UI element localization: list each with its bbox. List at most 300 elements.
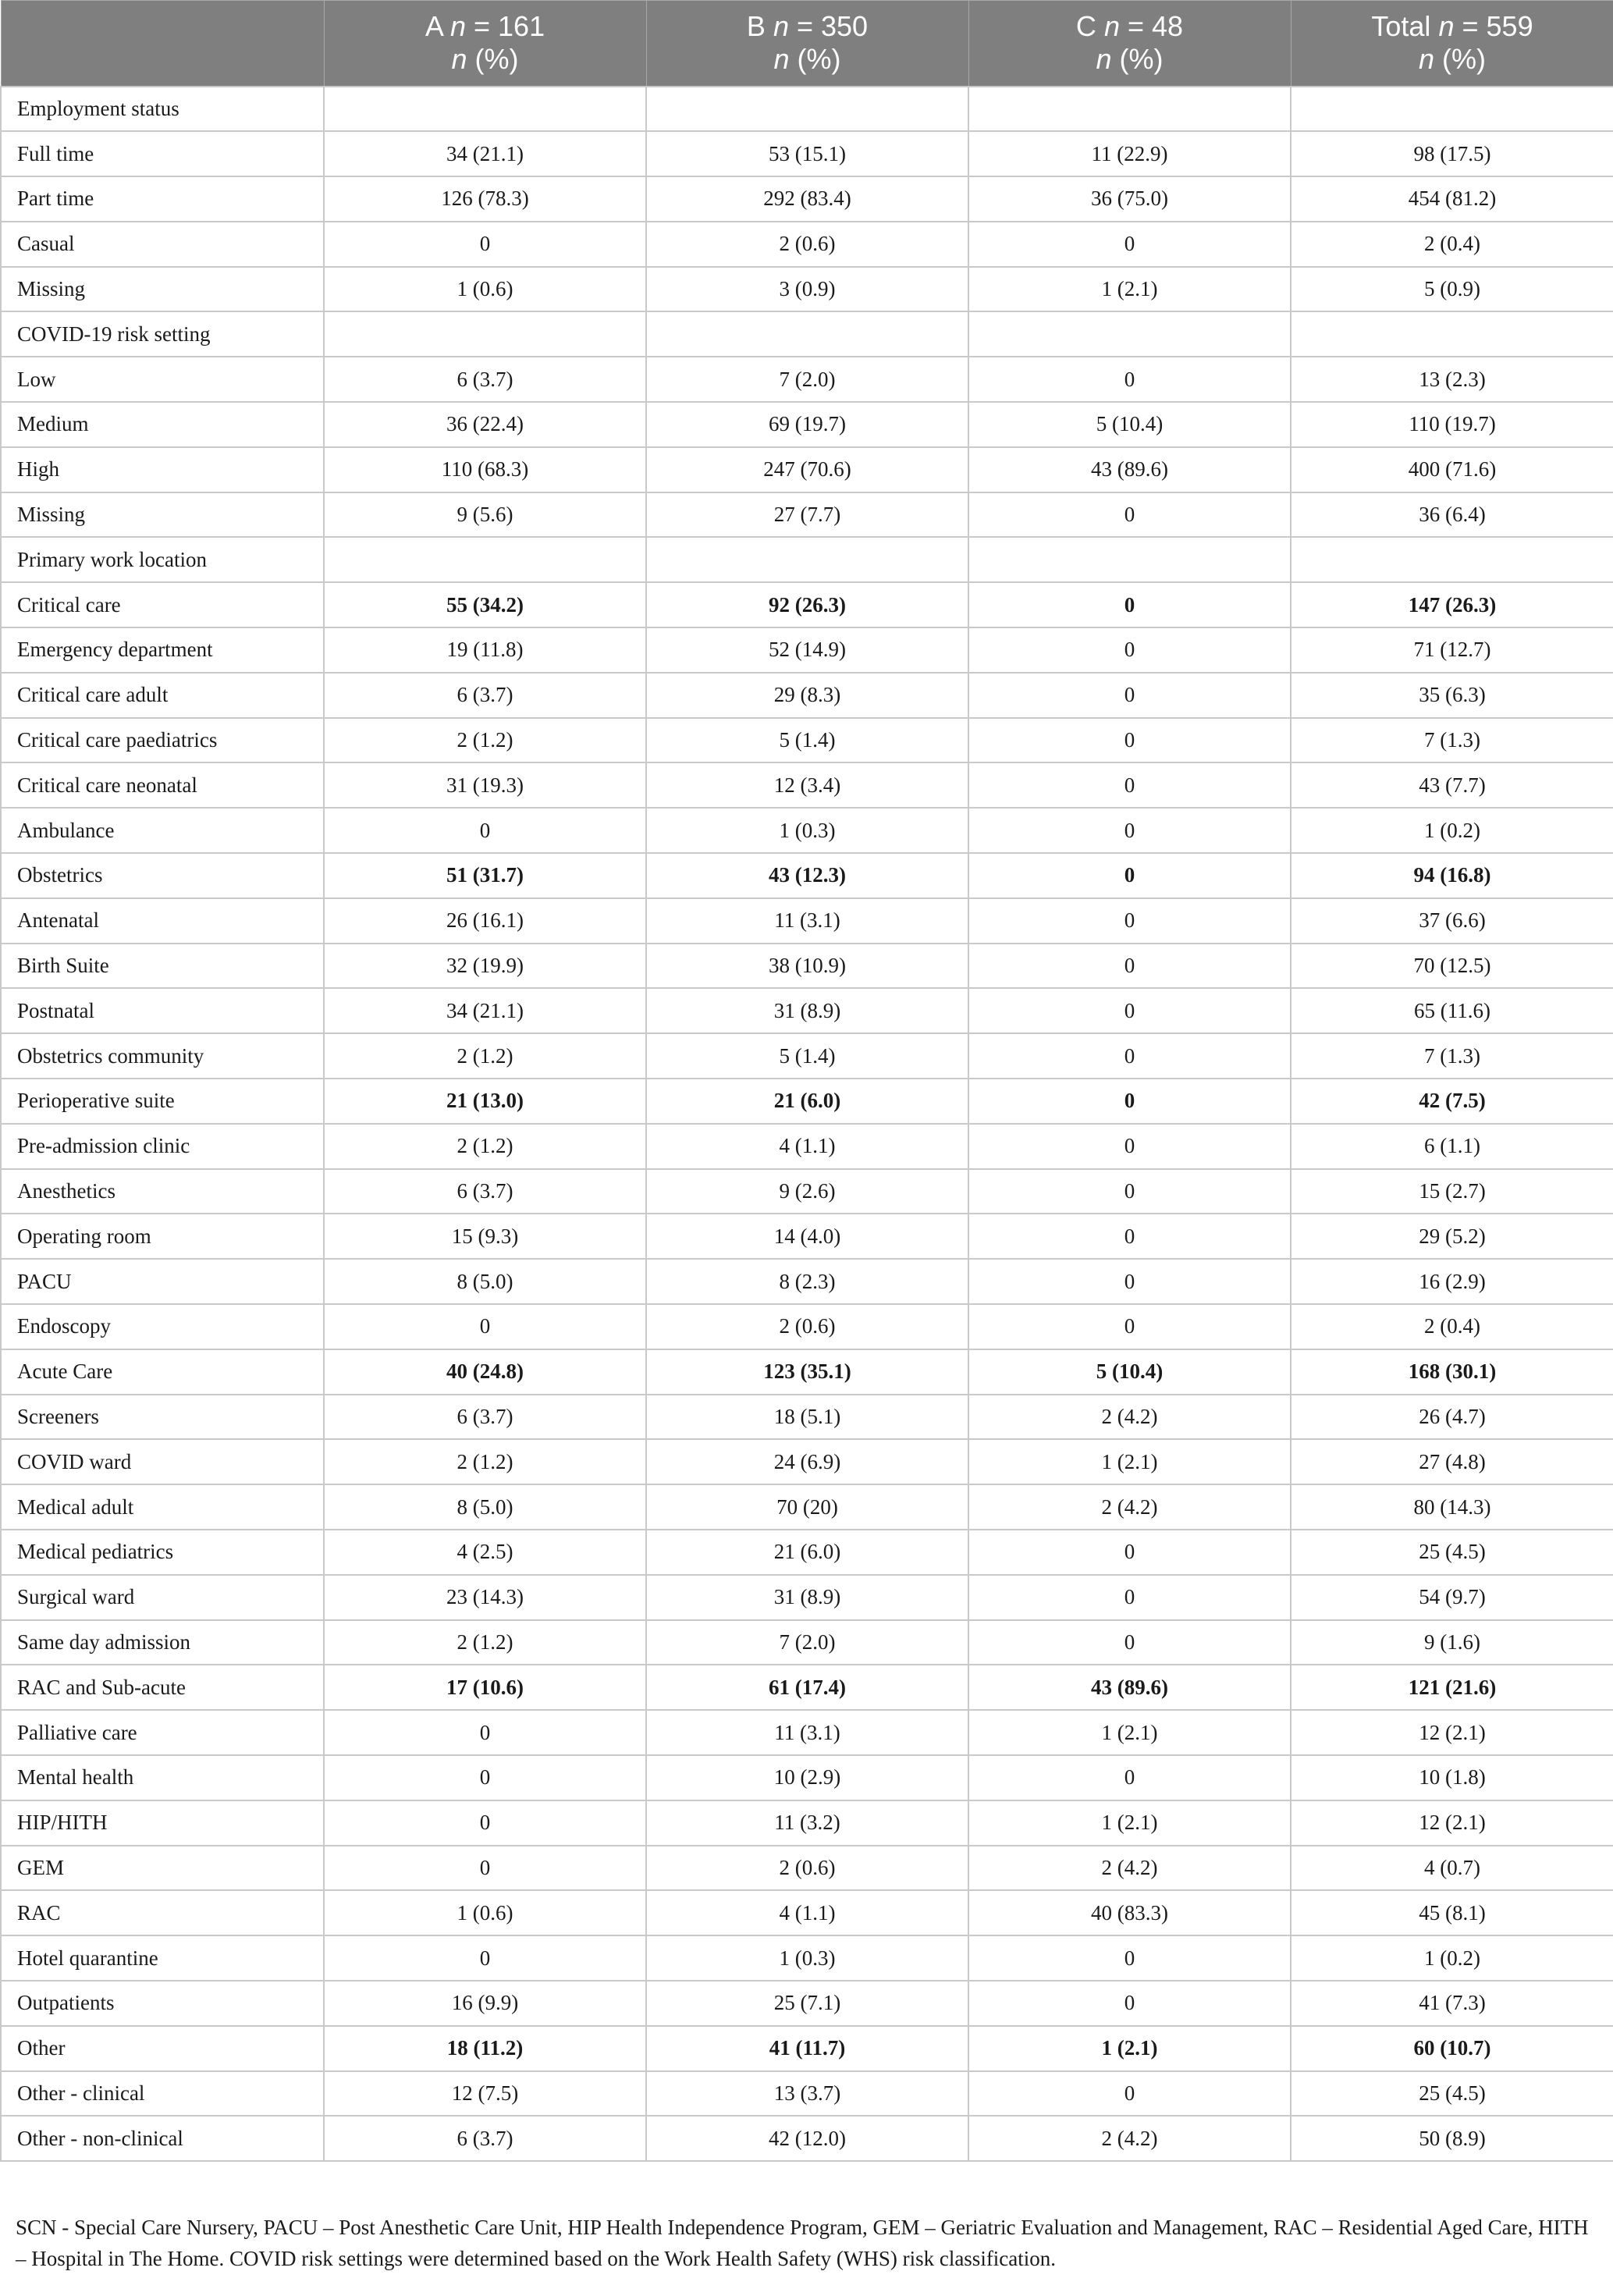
row-value-cell: 1 (0.6) xyxy=(324,1890,646,1935)
table-row xyxy=(1,492,1613,538)
row-value-cell: 26 (16.1) xyxy=(324,898,646,944)
row-value-cell: 32 (19.9) xyxy=(324,944,646,989)
row-value-cell: 1 (2.1) xyxy=(968,267,1291,312)
row-label: Obstetrics xyxy=(1,853,324,898)
row-value-cell: 41 (7.3) xyxy=(1291,1981,1613,2026)
row-label: Critical care neonatal xyxy=(1,762,324,808)
row-value-cell: 43 (89.6) xyxy=(968,447,1291,492)
row-value-cell: 0 xyxy=(968,718,1291,763)
row-value-cell: 400 (71.6) xyxy=(1291,447,1613,492)
row-value-cell: 43 (7.7) xyxy=(1291,762,1613,808)
row-value-cell: 147 (26.3) xyxy=(1291,582,1613,627)
row-value-cell: 0 xyxy=(968,1935,1291,1981)
row-value-cell: 35 (6.3) xyxy=(1291,673,1613,718)
row-label: Medical adult xyxy=(1,1484,324,1530)
row-value-cell xyxy=(1291,537,1613,582)
row-value-cell: 454 (81.2) xyxy=(1291,176,1613,222)
row-value-cell: 42 (7.5) xyxy=(1291,1079,1613,1124)
row-value-cell: 2 (1.2) xyxy=(324,1124,646,1169)
header-sub-pct: (%) xyxy=(474,43,519,76)
header-n-value: = 48 xyxy=(1127,10,1184,43)
row-value-cell: 110 (68.3) xyxy=(324,447,646,492)
row-value-cell: 15 (2.7) xyxy=(1291,1169,1613,1214)
table-row xyxy=(1,1755,1613,1800)
row-label: Casual xyxy=(1,222,324,267)
row-label: Pre-admission clinic xyxy=(1,1124,324,1169)
row-value-cell: 0 xyxy=(324,1710,646,1755)
table-row xyxy=(1,673,1613,718)
row-value-cell: 0 xyxy=(968,1620,1291,1665)
table-row xyxy=(1,898,1613,944)
header-sub-pct: (%) xyxy=(797,43,841,76)
row-value-cell: 1 (2.1) xyxy=(968,1439,1291,1484)
row-value-cell: 6 (3.7) xyxy=(324,1395,646,1440)
row-value-cell: 5 (1.4) xyxy=(646,718,968,763)
row-value-cell xyxy=(968,311,1291,357)
table-row xyxy=(1,582,1613,627)
table-row xyxy=(1,944,1613,989)
row-label: COVID ward xyxy=(1,1439,324,1484)
table-footnote: SCN - Special Care Nursery, PACU – Post Anesthetic Care Unit, HIP Health Independence Program, GEM – Geriatric Evaluation and Management, RAC – Residential Aged Care, HITH – Hospital in The Home. COVID risk settings were determined based on the Work Health Safety (WHS) risk classification. xyxy=(16,2216,1589,2270)
header-n-symbol: n xyxy=(449,10,466,43)
row-value-cell: 2 (0.6) xyxy=(646,222,968,267)
row-value-cell: 54 (9.7) xyxy=(1291,1575,1613,1620)
row-value-cell: 0 xyxy=(324,1846,646,1891)
row-value-cell: 94 (16.8) xyxy=(1291,853,1613,898)
row-label: Part time xyxy=(1,176,324,222)
row-value-cell: 4 (1.1) xyxy=(646,1890,968,1935)
row-value-cell: 27 (4.8) xyxy=(1291,1439,1613,1484)
row-value-cell: 21 (13.0) xyxy=(324,1079,646,1124)
row-value-cell: 26 (4.7) xyxy=(1291,1395,1613,1440)
row-value-cell xyxy=(968,87,1291,132)
row-value-cell: 0 xyxy=(968,582,1291,627)
row-value-cell: 1 (2.1) xyxy=(968,1710,1291,1755)
table-row xyxy=(1,1395,1613,1440)
row-value-cell: 2 (4.2) xyxy=(968,1395,1291,1440)
row-value-cell: 53 (15.1) xyxy=(646,131,968,176)
row-value-cell: 0 xyxy=(968,1259,1291,1304)
row-value-cell: 69 (19.7) xyxy=(646,402,968,447)
row-value-cell: 0 xyxy=(324,1800,646,1846)
row-value-cell: 70 (20) xyxy=(646,1484,968,1530)
table-row xyxy=(1,131,1613,176)
table-row xyxy=(1,1439,1613,1484)
row-value-cell: 12 (3.4) xyxy=(646,762,968,808)
row-value-cell: 65 (11.6) xyxy=(1291,988,1613,1033)
header-col-total xyxy=(1291,1,1613,87)
row-value-cell: 11 (3.1) xyxy=(646,898,968,944)
header-sub-n: n xyxy=(451,43,467,76)
table-row xyxy=(1,762,1613,808)
table-row xyxy=(1,808,1613,853)
row-value-cell: 0 xyxy=(968,1755,1291,1800)
header-sub-n: n xyxy=(1418,43,1434,76)
table-row xyxy=(1,2116,1613,2161)
header-sub-n: n xyxy=(1096,43,1112,76)
row-value-cell: 2 (0.6) xyxy=(646,1846,968,1891)
row-value-cell: 0 xyxy=(324,222,646,267)
row-value-cell: 0 xyxy=(968,1981,1291,2026)
row-value-cell: 61 (17.4) xyxy=(646,1665,968,1710)
row-value-cell: 0 xyxy=(968,853,1291,898)
row-value-cell: 0 xyxy=(968,988,1291,1033)
table-row xyxy=(1,1484,1613,1530)
row-value-cell: 15 (9.3) xyxy=(324,1214,646,1259)
row-value-cell: 2 (0.4) xyxy=(1291,222,1613,267)
row-value-cell: 34 (21.1) xyxy=(324,988,646,1033)
table-row xyxy=(1,222,1613,267)
row-value-cell: 9 (5.6) xyxy=(324,492,646,538)
row-value-cell: 0 xyxy=(324,808,646,853)
row-value-cell: 2 (0.6) xyxy=(646,1304,968,1349)
table-row xyxy=(1,357,1613,402)
row-value-cell: 5 (1.4) xyxy=(646,1033,968,1079)
row-value-cell xyxy=(324,537,646,582)
row-value-cell: 10 (2.9) xyxy=(646,1755,968,1800)
table-row xyxy=(1,1575,1613,1620)
row-label: Missing xyxy=(1,267,324,312)
row-label: Operating room xyxy=(1,1214,324,1259)
row-value-cell: 126 (78.3) xyxy=(324,176,646,222)
row-value-cell: 0 xyxy=(968,357,1291,402)
table-row xyxy=(1,988,1613,1033)
header-n-value: = 350 xyxy=(796,10,869,43)
row-value-cell: 0 xyxy=(324,1304,646,1349)
table-row xyxy=(1,1033,1613,1079)
header-group-name: Total xyxy=(1371,10,1431,43)
row-value-cell: 6 (3.7) xyxy=(324,2116,646,2161)
row-label: Critical care xyxy=(1,582,324,627)
row-value-cell: 70 (12.5) xyxy=(1291,944,1613,989)
row-value-cell: 0 xyxy=(968,2071,1291,2117)
row-value-cell: 24 (6.9) xyxy=(646,1439,968,1484)
row-value-cell: 16 (9.9) xyxy=(324,1981,646,2026)
row-value-cell: 92 (26.3) xyxy=(646,582,968,627)
row-value-cell: 3 (0.9) xyxy=(646,267,968,312)
table-row xyxy=(1,402,1613,447)
row-value-cell: 21 (6.0) xyxy=(646,1530,968,1575)
row-value-cell: 0 xyxy=(968,1214,1291,1259)
table-row xyxy=(1,1620,1613,1665)
row-value-cell: 2 (1.2) xyxy=(324,1439,646,1484)
row-value-cell: 0 xyxy=(968,1033,1291,1079)
row-label: Medium xyxy=(1,402,324,447)
row-value-cell: 45 (8.1) xyxy=(1291,1890,1613,1935)
row-value-cell xyxy=(324,311,646,357)
row-value-cell: 31 (8.9) xyxy=(646,1575,968,1620)
row-value-cell: 9 (2.6) xyxy=(646,1169,968,1214)
table-row xyxy=(1,1304,1613,1349)
row-value-cell xyxy=(646,87,968,132)
row-value-cell: 168 (30.1) xyxy=(1291,1349,1613,1395)
table-row xyxy=(1,447,1613,492)
row-label: Same day admission xyxy=(1,1620,324,1665)
row-value-cell: 0 xyxy=(968,673,1291,718)
row-value-cell xyxy=(646,311,968,357)
row-value-cell: 17 (10.6) xyxy=(324,1665,646,1710)
header-col-b xyxy=(646,1,968,87)
row-value-cell: 11 (3.2) xyxy=(646,1800,968,1846)
row-value-cell: 14 (4.0) xyxy=(646,1214,968,1259)
row-label: Critical care adult xyxy=(1,673,324,718)
table-row xyxy=(1,537,1613,582)
row-label: Critical care paediatrics xyxy=(1,718,324,763)
row-value-cell: 7 (2.0) xyxy=(646,357,968,402)
row-value-cell: 36 (75.0) xyxy=(968,176,1291,222)
header-n-symbol: n xyxy=(1438,10,1455,43)
row-value-cell: 1 (2.1) xyxy=(968,2026,1291,2071)
table-row xyxy=(1,1169,1613,1214)
header-n-symbol: n xyxy=(1103,10,1120,43)
table-row xyxy=(1,87,1613,132)
row-label: Endoscopy xyxy=(1,1304,324,1349)
row-value-cell: 1 (0.2) xyxy=(1291,808,1613,853)
row-value-cell: 43 (12.3) xyxy=(646,853,968,898)
row-label: GEM xyxy=(1,1846,324,1891)
row-value-cell: 0 xyxy=(968,1530,1291,1575)
row-value-cell: 5 (10.4) xyxy=(968,402,1291,447)
row-value-cell: 4 (1.1) xyxy=(646,1124,968,1169)
table-row xyxy=(1,627,1613,673)
row-value-cell: 12 (7.5) xyxy=(324,2071,646,2117)
row-label: High xyxy=(1,447,324,492)
row-value-cell xyxy=(1291,311,1613,357)
row-value-cell: 1 (0.3) xyxy=(646,808,968,853)
table-row xyxy=(1,1800,1613,1846)
row-label: Ambulance xyxy=(1,808,324,853)
row-value-cell: 52 (14.9) xyxy=(646,627,968,673)
row-value-cell: 0 xyxy=(968,1304,1291,1349)
row-label: Surgical ward xyxy=(1,1575,324,1620)
header-group-name: C xyxy=(1075,10,1096,43)
row-value-cell: 2 (4.2) xyxy=(968,1846,1291,1891)
row-label: Other xyxy=(1,2026,324,2071)
row-value-cell: 25 (7.1) xyxy=(646,1981,968,2026)
row-value-cell: 7 (1.3) xyxy=(1291,1033,1613,1079)
row-value-cell: 2 (1.2) xyxy=(324,1033,646,1079)
row-label: HIP/HITH xyxy=(1,1800,324,1846)
header-label-cell xyxy=(1,1,324,87)
row-value-cell xyxy=(324,87,646,132)
row-value-cell: 6 (3.7) xyxy=(324,1169,646,1214)
row-label: Birth Suite xyxy=(1,944,324,989)
row-value-cell: 37 (6.6) xyxy=(1291,898,1613,944)
row-value-cell: 11 (22.9) xyxy=(968,131,1291,176)
row-label: Anesthetics xyxy=(1,1169,324,1214)
row-value-cell: 0 xyxy=(968,627,1291,673)
row-value-cell: 0 xyxy=(968,1079,1291,1124)
row-value-cell: 110 (19.7) xyxy=(1291,402,1613,447)
header-col-c xyxy=(968,1,1291,87)
row-value-cell: 2 (1.2) xyxy=(324,718,646,763)
table-row xyxy=(1,1935,1613,1981)
row-value-cell: 40 (83.3) xyxy=(968,1890,1291,1935)
table-row xyxy=(1,1349,1613,1395)
row-value-cell: 71 (12.7) xyxy=(1291,627,1613,673)
row-value-cell: 18 (5.1) xyxy=(646,1395,968,1440)
row-value-cell: 121 (21.6) xyxy=(1291,1665,1613,1710)
row-label: Obstetrics community xyxy=(1,1033,324,1079)
header-sub-pct: (%) xyxy=(1442,43,1487,76)
row-label: COVID-19 risk setting xyxy=(1,311,324,357)
row-value-cell: 4 (2.5) xyxy=(324,1530,646,1575)
row-value-cell: 0 xyxy=(968,492,1291,538)
row-label: Outpatients xyxy=(1,1981,324,2026)
row-value-cell: 1 (0.3) xyxy=(646,1935,968,1981)
row-value-cell: 8 (2.3) xyxy=(646,1259,968,1304)
row-label: Emergency department xyxy=(1,627,324,673)
row-value-cell xyxy=(1291,87,1613,132)
row-value-cell: 18 (11.2) xyxy=(324,2026,646,2071)
row-value-cell: 0 xyxy=(968,1575,1291,1620)
row-value-cell: 98 (17.5) xyxy=(1291,131,1613,176)
row-value-cell: 9 (1.6) xyxy=(1291,1620,1613,1665)
row-value-cell: 36 (6.4) xyxy=(1291,492,1613,538)
row-value-cell: 0 xyxy=(968,222,1291,267)
row-value-cell: 5 (10.4) xyxy=(968,1349,1291,1395)
row-value-cell: 51 (31.7) xyxy=(324,853,646,898)
row-value-cell: 29 (8.3) xyxy=(646,673,968,718)
row-value-cell: 0 xyxy=(968,1124,1291,1169)
row-value-cell: 0 xyxy=(968,898,1291,944)
row-value-cell xyxy=(968,537,1291,582)
row-label: Primary work location xyxy=(1,537,324,582)
row-value-cell: 25 (4.5) xyxy=(1291,1530,1613,1575)
row-value-cell: 8 (5.0) xyxy=(324,1484,646,1530)
table-row xyxy=(1,2026,1613,2071)
table-row xyxy=(1,1665,1613,1710)
row-value-cell: 0 xyxy=(324,1935,646,1981)
row-value-cell: 21 (6.0) xyxy=(646,1079,968,1124)
row-label: Other - non-clinical xyxy=(1,2116,324,2161)
row-value-cell: 43 (89.6) xyxy=(968,1665,1291,1710)
row-label: Acute Care xyxy=(1,1349,324,1395)
row-label: Postnatal xyxy=(1,988,324,1033)
row-label: Palliative care xyxy=(1,1710,324,1755)
row-value-cell xyxy=(646,537,968,582)
row-value-cell: 12 (2.1) xyxy=(1291,1710,1613,1755)
header-sub-n: n xyxy=(773,43,790,76)
row-value-cell: 123 (35.1) xyxy=(646,1349,968,1395)
table-header-row xyxy=(1,1,1613,87)
row-value-cell: 2 (0.4) xyxy=(1291,1304,1613,1349)
row-value-cell: 8 (5.0) xyxy=(324,1259,646,1304)
header-col-a xyxy=(324,1,646,87)
row-value-cell: 40 (24.8) xyxy=(324,1349,646,1395)
row-value-cell: 0 xyxy=(968,762,1291,808)
row-value-cell: 13 (3.7) xyxy=(646,2071,968,2117)
row-label: Missing xyxy=(1,492,324,538)
header-sub-pct: (%) xyxy=(1119,43,1164,76)
row-value-cell: 23 (14.3) xyxy=(324,1575,646,1620)
row-label: RAC and Sub-acute xyxy=(1,1665,324,1710)
row-value-cell: 0 xyxy=(968,1169,1291,1214)
row-value-cell: 31 (8.9) xyxy=(646,988,968,1033)
row-value-cell: 50 (8.9) xyxy=(1291,2116,1613,2161)
row-value-cell: 7 (2.0) xyxy=(646,1620,968,1665)
row-value-cell: 27 (7.7) xyxy=(646,492,968,538)
row-value-cell: 34 (21.1) xyxy=(324,131,646,176)
row-value-cell: 1 (2.1) xyxy=(968,1800,1291,1846)
row-value-cell: 10 (1.8) xyxy=(1291,1755,1613,1800)
row-value-cell: 16 (2.9) xyxy=(1291,1259,1613,1304)
row-value-cell: 80 (14.3) xyxy=(1291,1484,1613,1530)
table-row xyxy=(1,718,1613,763)
table-row xyxy=(1,1981,1613,2026)
table-row xyxy=(1,176,1613,222)
row-label: Low xyxy=(1,357,324,402)
table-row xyxy=(1,1079,1613,1124)
row-label: Employment status xyxy=(1,87,324,132)
table-row xyxy=(1,1214,1613,1259)
table-body xyxy=(1,87,1613,2162)
row-value-cell: 7 (1.3) xyxy=(1291,718,1613,763)
row-value-cell: 29 (5.2) xyxy=(1291,1214,1613,1259)
row-value-cell: 0 xyxy=(968,944,1291,989)
header-n-value: = 559 xyxy=(1462,10,1533,43)
table-row xyxy=(1,1710,1613,1755)
row-value-cell: 41 (11.7) xyxy=(646,2026,968,2071)
row-value-cell: 1 (0.2) xyxy=(1291,1935,1613,1981)
header-group-name: B xyxy=(746,10,766,43)
header-group-name: A xyxy=(425,10,442,43)
row-value-cell: 5 (0.9) xyxy=(1291,267,1613,312)
row-label: Hotel quarantine xyxy=(1,1935,324,1981)
row-label: Other - clinical xyxy=(1,2071,324,2117)
row-value-cell: 60 (10.7) xyxy=(1291,2026,1613,2071)
table-row xyxy=(1,1124,1613,1169)
header-n-value: = 161 xyxy=(474,10,545,43)
row-value-cell: 247 (70.6) xyxy=(646,447,968,492)
row-value-cell: 25 (4.5) xyxy=(1291,2071,1613,2117)
row-value-cell: 2 (4.2) xyxy=(968,1484,1291,1530)
table-row xyxy=(1,1846,1613,1891)
table-row xyxy=(1,2071,1613,2117)
row-value-cell: 13 (2.3) xyxy=(1291,357,1613,402)
row-value-cell: 0 xyxy=(968,808,1291,853)
table-row xyxy=(1,853,1613,898)
row-value-cell: 12 (2.1) xyxy=(1291,1800,1613,1846)
row-value-cell: 2 (1.2) xyxy=(324,1620,646,1665)
row-value-cell: 31 (19.3) xyxy=(324,762,646,808)
table-row xyxy=(1,1890,1613,1935)
row-value-cell: 6 (3.7) xyxy=(324,357,646,402)
row-value-cell: 38 (10.9) xyxy=(646,944,968,989)
row-value-cell: 42 (12.0) xyxy=(646,2116,968,2161)
row-label: Medical pediatrics xyxy=(1,1530,324,1575)
row-label: Full time xyxy=(1,131,324,176)
row-value-cell: 1 (0.6) xyxy=(324,267,646,312)
row-label: Screeners xyxy=(1,1395,324,1440)
row-value-cell: 4 (0.7) xyxy=(1291,1846,1613,1891)
row-value-cell: 11 (3.1) xyxy=(646,1710,968,1755)
table-row xyxy=(1,267,1613,312)
row-value-cell: 36 (22.4) xyxy=(324,402,646,447)
row-label: PACU xyxy=(1,1259,324,1304)
table-row xyxy=(1,311,1613,357)
row-value-cell: 6 (1.1) xyxy=(1291,1124,1613,1169)
table-row xyxy=(1,1530,1613,1575)
row-value-cell: 6 (3.7) xyxy=(324,673,646,718)
row-value-cell: 292 (83.4) xyxy=(646,176,968,222)
row-label: Antenatal xyxy=(1,898,324,944)
row-value-cell: 55 (34.2) xyxy=(324,582,646,627)
row-value-cell: 2 (4.2) xyxy=(968,2116,1291,2161)
row-label: RAC xyxy=(1,1890,324,1935)
row-label: Mental health xyxy=(1,1755,324,1800)
table-row xyxy=(1,1259,1613,1304)
